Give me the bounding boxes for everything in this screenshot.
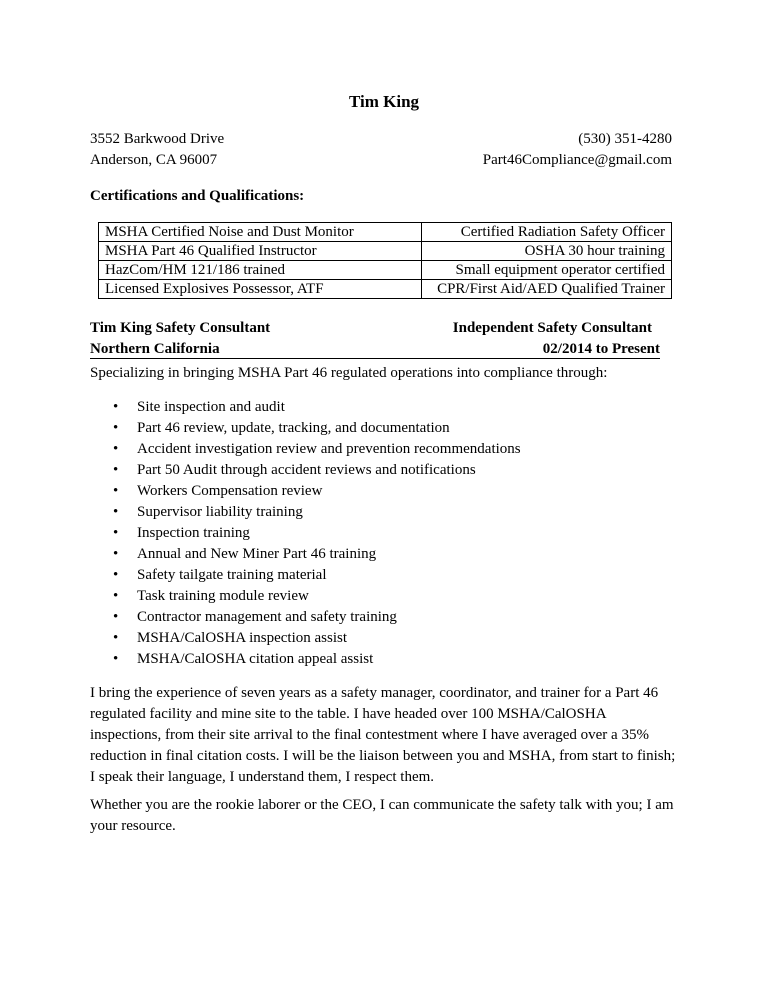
table-row — [99, 261, 672, 280]
bullet-icon: • — [113, 525, 119, 541]
list-item-text: Inspection training — [137, 525, 250, 541]
list-item-text: Workers Compensation review — [137, 483, 323, 499]
list-item-text: Site inspection and audit — [137, 399, 285, 415]
job-header-row-1 — [90, 318, 660, 339]
cert-cell-left: MSHA Part 46 Qualified Instructor — [99, 242, 422, 261]
cert-cell-left: Licensed Explosives Possessor, ATF — [99, 280, 422, 299]
list-item — [90, 439, 521, 460]
cert-cell-right: Small equipment operator certified — [422, 261, 672, 280]
list-item-text: MSHA/CalOSHA inspection assist — [137, 630, 348, 646]
job-header-row-2 — [90, 339, 660, 359]
bullet-icon: • — [113, 441, 119, 457]
cert-cell-right: OSHA 30 hour training — [422, 242, 672, 261]
list-item — [90, 481, 521, 502]
list-item — [90, 607, 521, 628]
list-item-text: Supervisor liability training — [137, 504, 303, 520]
phone-number: (530) 351-4280 — [578, 131, 672, 147]
bullet-icon: • — [113, 420, 119, 436]
resume-name: Tim King — [348, 92, 420, 111]
list-item-text: Annual and New Miner Part 46 training — [137, 546, 377, 562]
bullet-icon: • — [113, 630, 119, 646]
job-dates: 02/2014 to Present — [542, 341, 660, 357]
cert-cell-left: MSHA Certified Noise and Dust Monitor — [99, 223, 422, 242]
job-location: Northern California — [90, 341, 220, 357]
job-header — [90, 318, 660, 359]
list-item — [90, 649, 521, 670]
table-row — [99, 280, 672, 299]
address-line-2: Anderson, CA 96007 — [90, 152, 218, 168]
email-address: Part46Compliance@gmail.com — [482, 152, 672, 168]
table-row — [99, 242, 672, 261]
bullet-icon: • — [113, 504, 119, 520]
closing-paragraph: Whether you are the rookie laborer or the CEO, I can communicate the safety talk with you; I am your resource. — [90, 797, 674, 834]
list-item — [90, 460, 521, 481]
list-item-text: Part 50 Audit through accident reviews and notifications — [137, 462, 476, 478]
experience-paragraph: I bring the experience of seven years as a safety manager, coordinator, and trainer for a Part 46 regulated facility and mine site to the table. I have headed over 100 MSHA/CalOSHA inspections, from their site arrival to the final contestment where I have averaged over a 35% reduction in final citation costs. I will be the liaison between you and MSHA, from start to finish; I speak their language, I understand them, I respect them. — [90, 685, 676, 785]
bullet-icon: • — [113, 399, 119, 415]
list-item — [90, 565, 521, 586]
bullet-icon: • — [113, 651, 119, 667]
bullet-icon: • — [113, 567, 119, 583]
list-item-text: MSHA/CalOSHA citation appeal assist — [137, 651, 374, 667]
list-item — [90, 418, 521, 439]
list-item-text: Accident investigation review and prevention recommendations — [137, 441, 521, 457]
job-title: Independent Safety Consultant — [452, 320, 652, 336]
bullet-icon: • — [113, 588, 119, 604]
list-item — [90, 628, 521, 649]
bullet-icon: • — [113, 609, 119, 625]
list-item-text: Contractor management and safety training — [137, 609, 397, 625]
employer-name: Tim King Safety Consultant — [90, 320, 271, 336]
duties-list — [90, 397, 521, 670]
list-item — [90, 586, 521, 607]
certifications-table — [98, 222, 672, 299]
list-item-text: Part 46 review, update, tracking, and documentation — [137, 420, 450, 436]
cert-cell-right: Certified Radiation Safety Officer — [422, 223, 672, 242]
list-item — [90, 544, 521, 565]
bullet-icon: • — [113, 483, 119, 499]
bullet-icon: • — [113, 462, 119, 478]
list-item — [90, 397, 521, 418]
address-block — [90, 129, 224, 171]
address-line-1: 3552 Barkwood Drive — [90, 131, 225, 147]
contact-block — [483, 129, 672, 171]
cert-cell-left: HazCom/HM 121/186 trained — [99, 261, 422, 280]
job-intro: Specializing in bringing MSHA Part 46 regulated operations into compliance through: — [90, 365, 608, 381]
list-item-text: Task training module review — [137, 588, 309, 604]
list-item-text: Safety tailgate training material — [137, 567, 327, 583]
table-row — [99, 223, 672, 242]
cert-cell-right: CPR/First Aid/AED Qualified Trainer — [422, 280, 672, 299]
list-item — [90, 523, 521, 544]
bullet-icon: • — [113, 546, 119, 562]
certifications-heading: Certifications and Qualifications: — [90, 188, 305, 204]
list-item — [90, 502, 521, 523]
